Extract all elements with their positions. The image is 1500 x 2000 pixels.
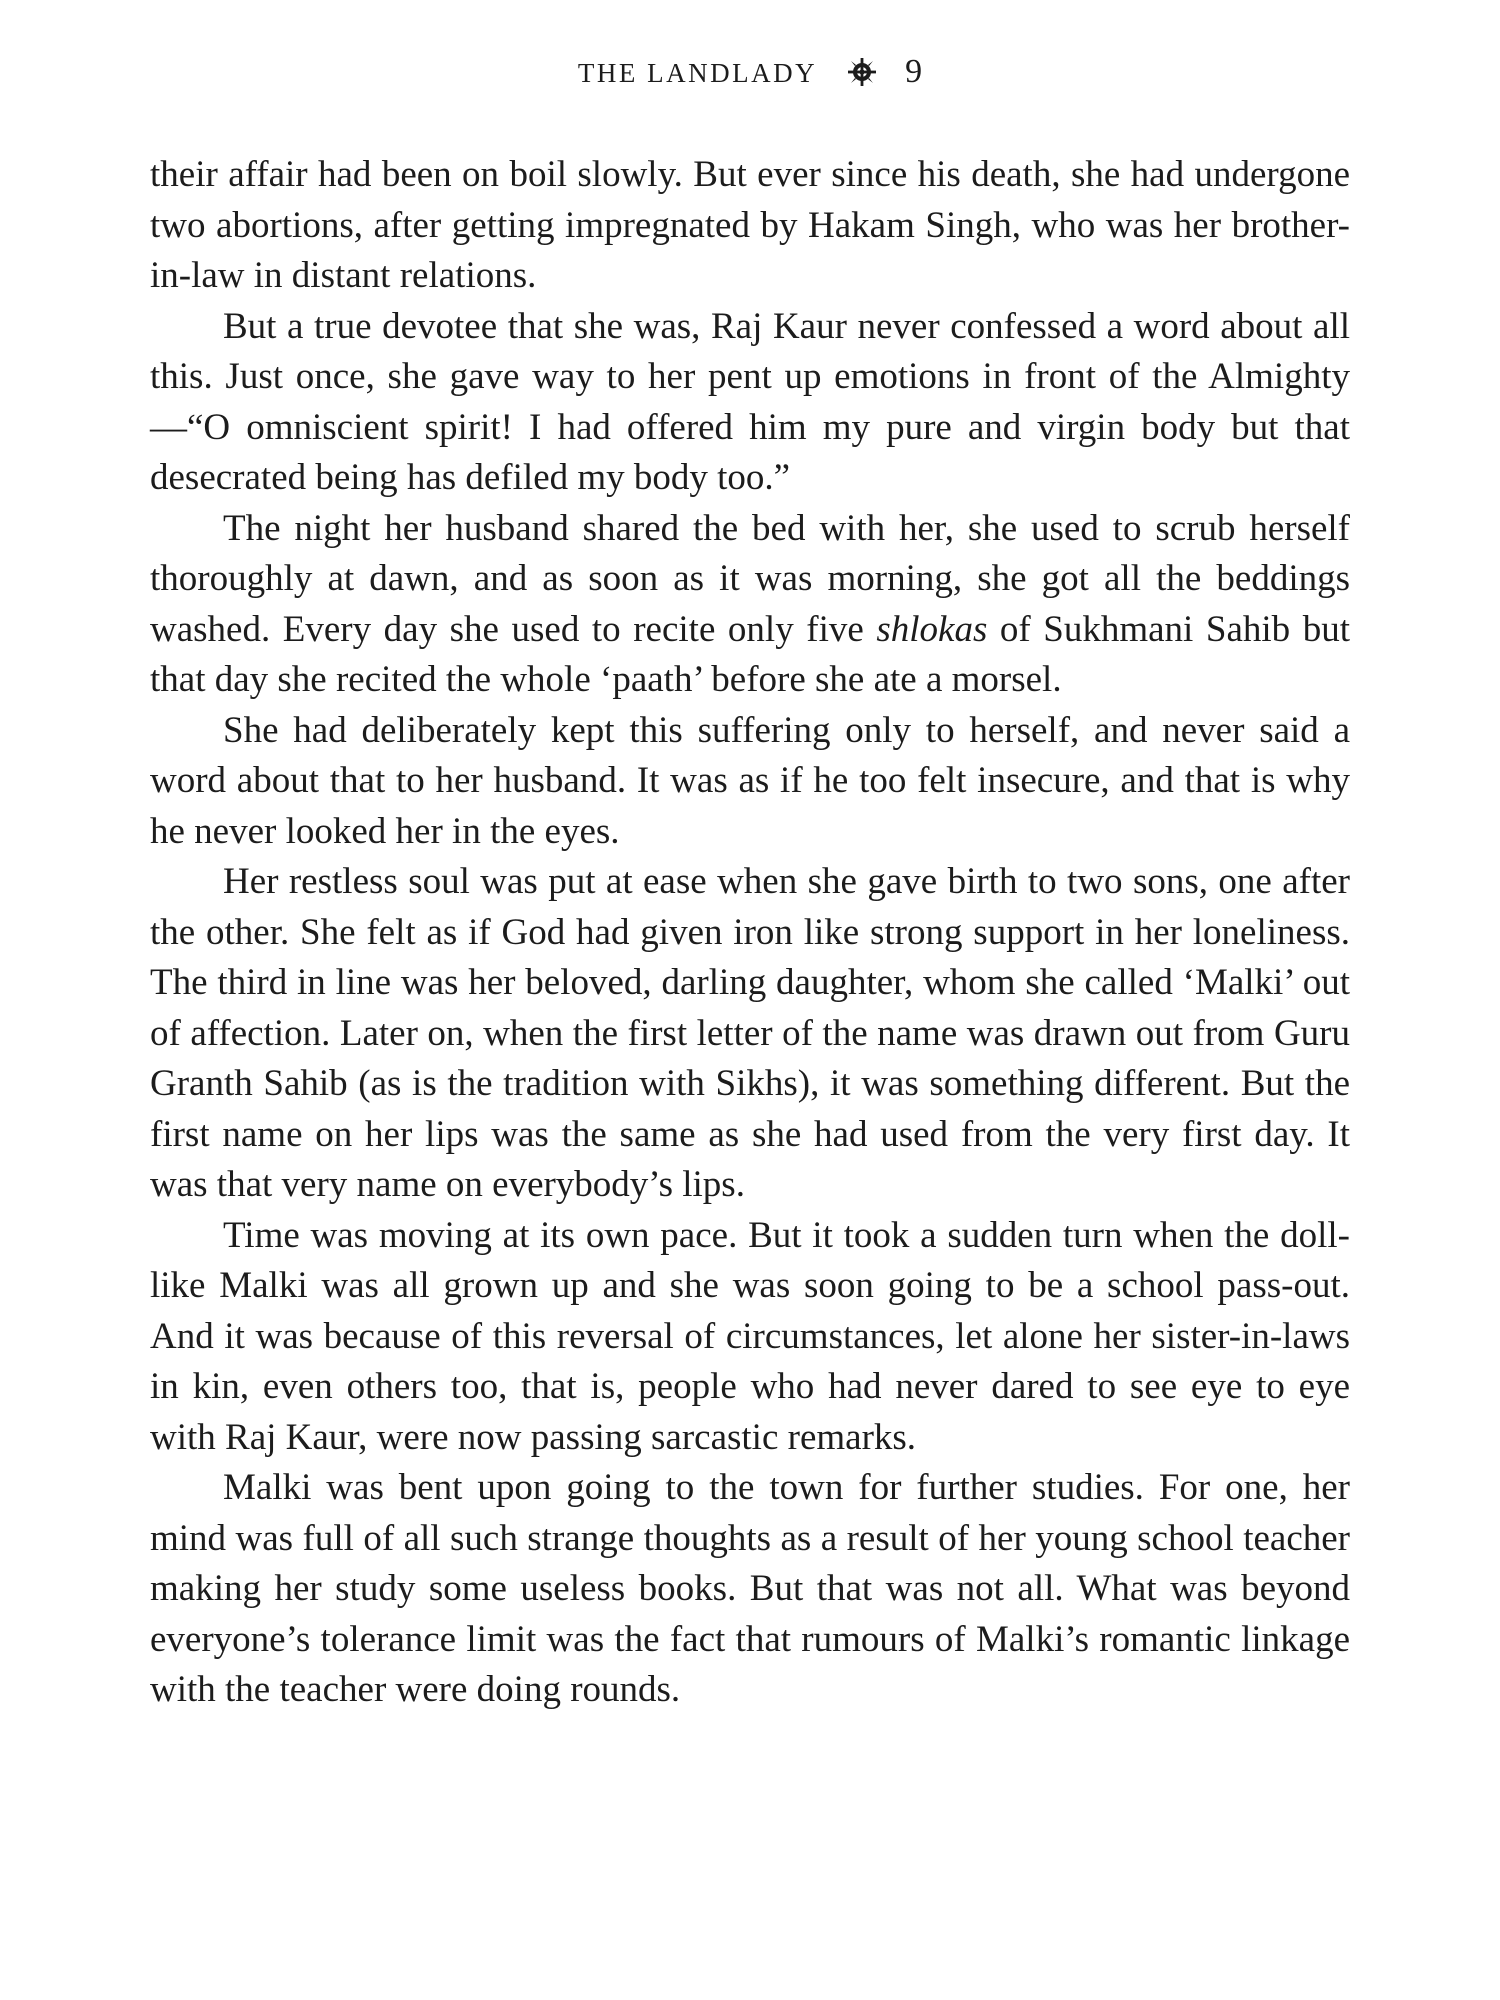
text-run: Her restless soul was put at ease when she gave birth to two sons, one after the other. She felt as if God had given iron like strong support in her loneliness. The third in line was her beloved, darling daughter, whom she called ‘Malki’ out of affection. Later on, when the first letter of the name was drawn out from Guru Granth Sahib (as is the tradition with Sikhs), it was something different. But the first name on her lips was the same as she had used from the very first day. It was that very name on everybody’s lips. xyxy=(150,861,1350,1205)
text-run: She had deliberately kept this suffering only to herself, and never said a word about that to her husband. It was as if he too felt insecure, and that is why he never looked her in the eyes. xyxy=(150,709,1350,852)
italic-text: shlokas xyxy=(876,608,988,650)
paragraph xyxy=(150,504,1350,706)
text-run: Malki was bent upon going to the town for further studies. For one, her mind was full of all such strange thoughts as a result of her young school teacher making her study some useless books. But that was not all. What was beyond everyone’s tolerance limit was the fact that rumours of Malki’s romantic linkage with the teacher were doing rounds. xyxy=(150,1467,1350,1710)
paragraph xyxy=(150,1211,1350,1464)
text-run: Time was moving at its own pace. But it took a sudden turn when the doll-like Malki was all grown up and she was soon going to be a school pass-out. And it was because of this reversal of circumstances, let alone her sister-in-laws in kin, even others too, that is, people who had never dared to see eye to eye with Raj Kaur, were now passing sarcastic remarks. xyxy=(150,1214,1350,1458)
paragraph xyxy=(150,857,1350,1211)
paragraph xyxy=(150,302,1350,504)
khanda-emblem-icon xyxy=(847,57,877,87)
paragraph xyxy=(150,150,1350,302)
running-head xyxy=(0,52,1500,93)
text-run: But a true devotee that she was, Raj Kaur never confessed a word about all this. Just once, she gave way to her pent up emotions in front of the Almighty—“O omniscient spirit! I had offered him my pure and virgin body but that desecrated being has defiled my body too.” xyxy=(150,305,1350,498)
page-number: 9 xyxy=(905,53,923,90)
text-run: their affair had been on boil slowly. But ever since his death, she had undergone two abortions, after getting impregnated by Hakam Singh, who was her brother-in-law in distant relations. xyxy=(150,154,1350,296)
body-text xyxy=(150,150,1350,1716)
text-run: of Sukhmani Sahib but that day she recited the whole ‘paath’ before she ate a morsel. xyxy=(150,608,1350,700)
running-title: THE LANDLADY xyxy=(577,58,818,88)
paragraph xyxy=(150,706,1350,858)
paragraph xyxy=(150,1463,1350,1716)
text-run: The night her husband shared the bed with her, she used to scrub herself thoroughly at dawn, and as soon as it was morning, she got all the beddings washed. Every day she used to recite only five xyxy=(150,507,1350,650)
